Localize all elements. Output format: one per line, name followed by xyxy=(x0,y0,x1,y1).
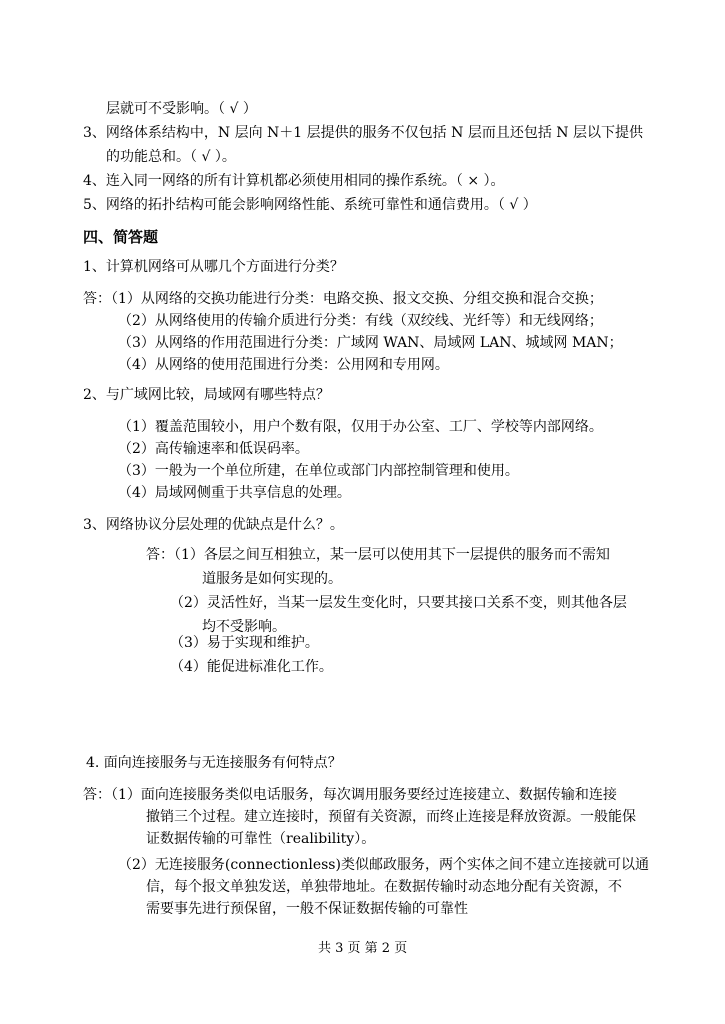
q3-answer-3: （3）易于实现和维护。 xyxy=(170,635,319,651)
q1-question: 1、计算机网络可从哪几个方面进行分类？ xyxy=(83,259,344,275)
section-title: 四、简答题 xyxy=(83,228,159,246)
q4-answer-1-line-a: 答：（1）面向连接服务类似电话服务，每次调用服务要经过连接建立、数据传输和连接 xyxy=(83,787,617,803)
judgment-q3-line-a: 3、网络体系结构中，N 层向 N＋1 层提供的服务不仅包括 N 层而且还包括 N 层以下提供 xyxy=(83,125,643,141)
q3-answer-2-line-b: 均不受影响。 xyxy=(202,619,286,635)
q1-answer-1: 答：（1）从网络的交换功能进行分类：电路交换、报文交换、分组交换和混合交换； xyxy=(83,291,603,307)
q2-answer-4: （4）局域网侧重于共享信息的处理。 xyxy=(118,485,351,501)
q3-answer-4: （4）能促进标准化工作。 xyxy=(170,659,333,675)
q4-answer-2-line-b: 信，每个报文单独发送，单独带地址。在数据传输时动态地分配有关资源，不 xyxy=(146,879,622,895)
q1-answer-4: （4）从网络的使用范围进行分类：公用网和专用网。 xyxy=(118,357,449,373)
q2-answer-2: （2）高传输速率和低误码率。 xyxy=(118,441,309,457)
q1-answer-3: （3）从网络的作用范围进行分类：广域网 WAN、局域网 LAN、城域网 MAN； xyxy=(118,335,623,351)
q4-answer-1-line-b: 撤销三个过程。建立连接时，预留有关资源，而终止连接是释放资源。一般能保 xyxy=(146,809,636,825)
q3-answer-1-line-a: 答：（1）各层之间互相独立，某一层可以使用其下一层提供的服务而不需知 xyxy=(146,547,610,563)
q4-answer-2-line-a: （2）无连接服务(connectionless)类似邮政服务，两个实体之间不建立连接就可以通 xyxy=(118,857,649,873)
q4-answer-1-line-c: 证数据传输的可靠性（realibility）。 xyxy=(146,831,376,847)
q4-answer-2-line-c: 需要事先进行预保留，一般不保证数据传输的可靠性 xyxy=(146,901,468,917)
judgment-q4: 4、连入同一网络的所有计算机都必须使用相同的操作系统。（ × ）。 xyxy=(83,173,505,189)
q2-answer-1: （1）覆盖范围较小，用户个数有限，仅用于办公室、工厂、学校等内部网络。 xyxy=(118,419,603,435)
judgment-line-1: 层就可不受影响。（ √ ） xyxy=(106,101,257,117)
judgment-q5: 5、网络的拓扑结构可能会影响网络性能、系统可靠性和通信费用。（ √ ） xyxy=(83,197,537,213)
page-footer: 共 3 页 第 2 页 xyxy=(318,941,408,956)
q2-answer-3: （3）一般为一个单位所建，在单位或部门内部控制管理和使用。 xyxy=(118,463,519,479)
q3-answer-2-line-a: （2）灵活性好，当某一层发生变化时，只要其接口关系不变，则其他各层 xyxy=(170,595,627,611)
q3-answer-1-line-b: 道服务是如何实现的。 xyxy=(202,571,342,587)
judgment-q3-line-b: 的功能总和。（ √ ）。 xyxy=(106,149,236,165)
q3-question: 3、网络协议分层处理的优缺点是什么？。 xyxy=(83,517,344,533)
q4-question: 4. 面向连接服务与无连接服务有何特点？ xyxy=(86,755,342,771)
q2-question: 2、与广域网比较，局域网有哪些特点？ xyxy=(83,387,330,403)
q1-answer-2: （2）从网络使用的传输介质进行分类：有线（双绞线、光纤等）和无线网络； xyxy=(118,313,603,329)
